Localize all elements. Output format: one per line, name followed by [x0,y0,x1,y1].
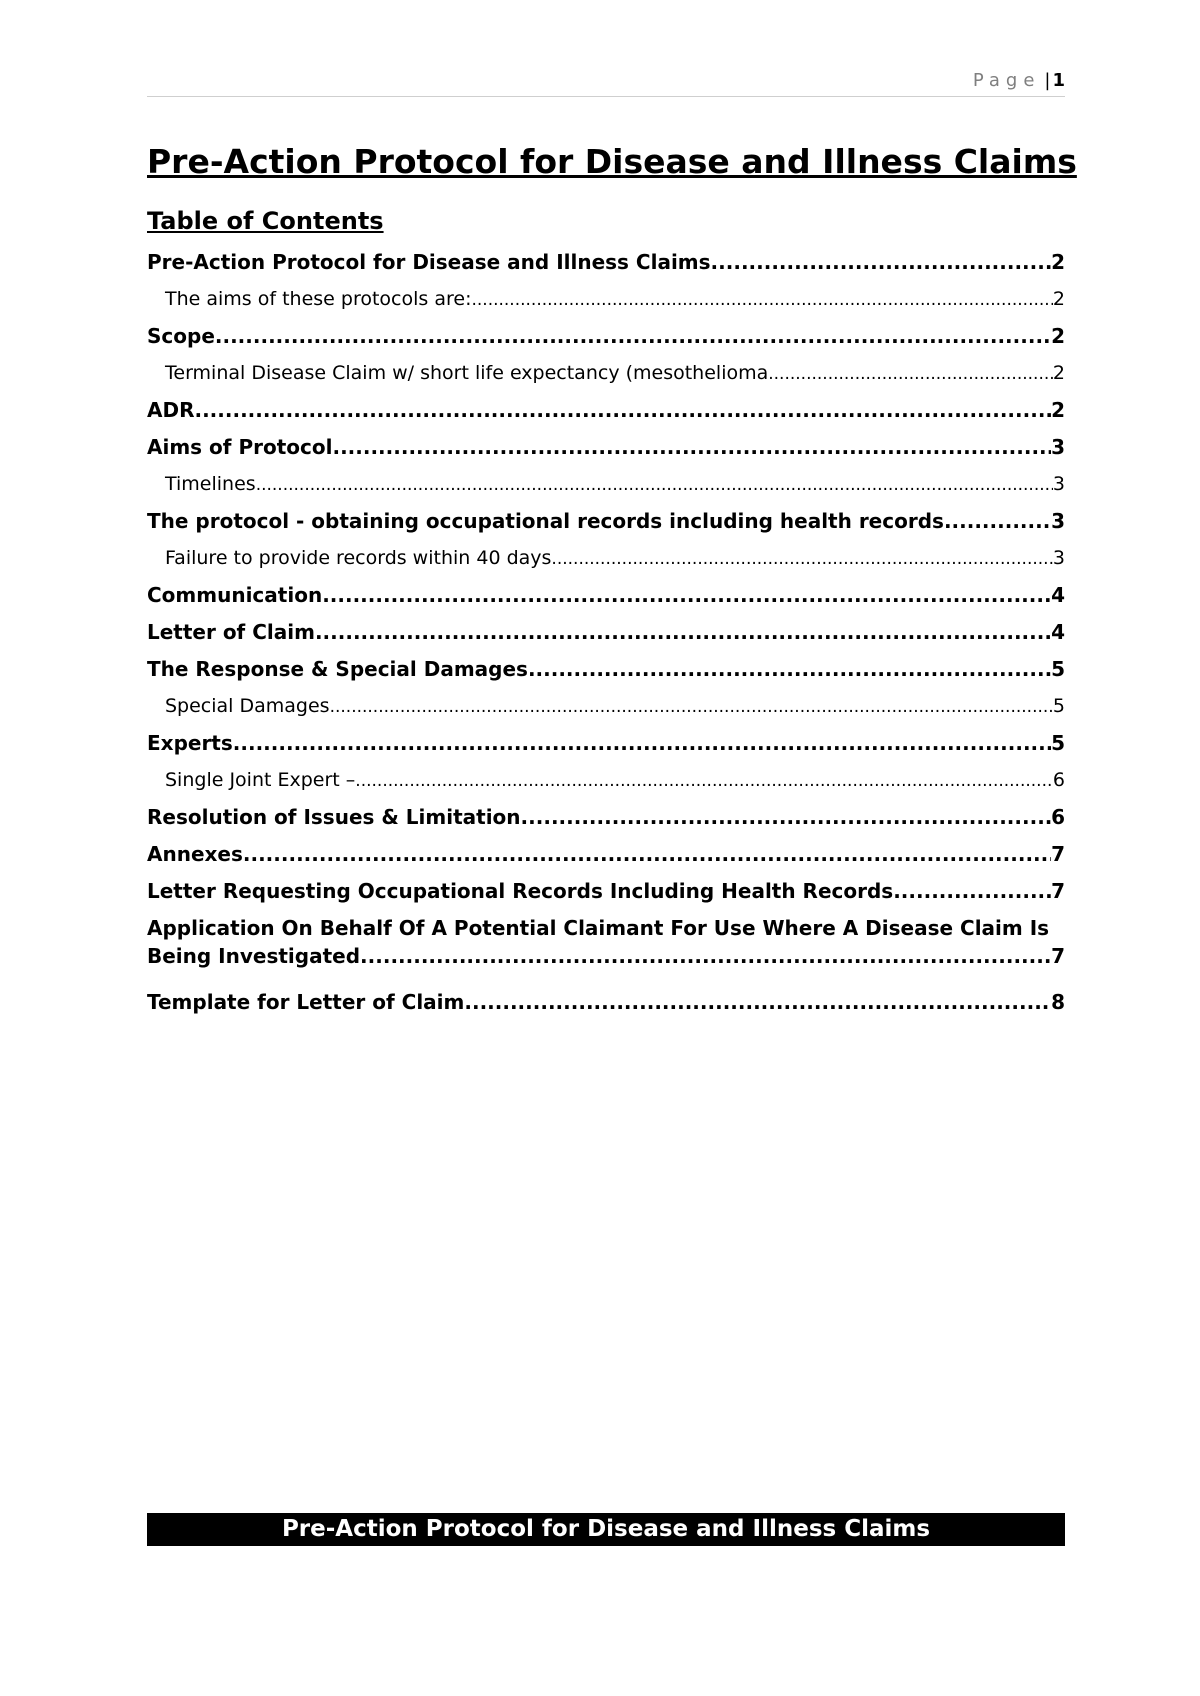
toc-entry-page: 5 [1051,657,1065,681]
toc-entry-page: 4 [1051,583,1065,607]
toc-entry-label: The Response & Special Damages [147,657,528,681]
toc-dot-leader [471,286,1052,314]
toc-entry-page: 2 [1052,362,1065,384]
toc-entry-communication[interactable] [147,581,1065,618]
toc-entry-page: 8 [1051,990,1065,1014]
toc-entry-annexes[interactable] [147,840,1065,877]
toc-dot-leader [464,988,1051,1016]
toc-dot-leader [315,618,1051,646]
toc-entry-resolution-limitation[interactable] [147,803,1065,840]
toc-dot-leader [944,507,1051,535]
toc-entry-page: 3 [1052,473,1065,495]
toc-dot-leader [233,729,1051,757]
toc-entry-page: 6 [1051,805,1065,829]
toc-entry-label: Timelines [165,473,256,495]
page-footer: Pre-Action Protocol for Disease and Illness Claims [147,1513,1065,1546]
toc-entry-label: Communication [147,583,323,607]
toc-dot-leader [330,693,1053,721]
toc-entry-obtaining-records[interactable] [147,507,1065,544]
toc-entry-letter-requesting-records[interactable] [147,877,1065,914]
toc-entry-page: 7 [1051,944,1065,968]
toc-entry-page: 7 [1051,842,1065,866]
table-of-contents [147,248,1065,1025]
toc-entry-application-on-behalf[interactable] [147,914,1065,988]
toc-entry-timelines[interactable] [147,470,1065,507]
toc-dot-leader [528,655,1051,683]
toc-entry-label: Scope [147,324,215,348]
toc-entry-special-damages[interactable] [147,692,1065,729]
toc-entry-page: 5 [1052,695,1065,717]
toc-dot-leader [256,471,1053,499]
toc-entry-page: 3 [1051,435,1065,459]
toc-entry-label: Special Damages [165,695,330,717]
toc-entry-aims-of-protocol[interactable] [147,433,1065,470]
toc-entry-label: Terminal Disease Claim w/ short life expectancy (mesothelioma [165,362,769,384]
toc-entry-label: Pre-Action Protocol for Disease and Illness Claims [147,250,711,274]
toc-dot-leader [215,322,1051,350]
toc-entry-label: Annexes [147,842,243,866]
toc-dot-leader [551,545,1052,573]
page-header [147,70,1065,97]
toc-entry-template-letter-of-claim[interactable] [147,988,1065,1025]
page-word: Page [972,70,1041,91]
toc-heading: Table of Contents [147,207,384,235]
toc-entry-label: Failure to provide records within 40 days [165,547,552,569]
toc-entry-pre-action-protocol[interactable] [147,248,1065,285]
toc-dot-leader [332,433,1051,461]
toc-dot-leader [243,840,1051,868]
toc-entry-label: Letter Requesting Occupational Records Including Health Records [147,879,894,903]
toc-entry-response-special-damages[interactable] [147,655,1065,692]
toc-entry-adr[interactable] [147,396,1065,433]
toc-entry-page: 2 [1051,398,1065,422]
toc-entry-single-joint-expert[interactable] [147,766,1065,803]
toc-entry-label: Template for Letter of Claim [147,990,465,1014]
toc-entry-aims-of-protocols[interactable] [147,285,1065,322]
toc-entry-experts[interactable] [147,729,1065,766]
toc-entry-label: Experts [147,731,233,755]
toc-entry-page: 3 [1051,509,1065,533]
toc-dot-leader [521,803,1052,831]
toc-entry-label: Letter of Claim [147,620,315,644]
toc-entry-page: 2 [1052,288,1065,310]
toc-entry-label: The protocol - obtaining occupational records including health records [147,509,944,533]
toc-entry-line2 [147,942,1065,970]
toc-entry-label: Resolution of Issues & Limitation [147,805,521,829]
toc-entry-label: Single Joint Expert – [165,769,356,791]
toc-entry-terminal-disease-claim[interactable] [147,359,1065,396]
toc-entry-scope[interactable] [147,322,1065,359]
toc-dot-leader [322,581,1051,609]
toc-entry-page: 5 [1051,731,1065,755]
toc-entry-label: The aims of these protocols are: [165,288,472,310]
toc-entry-page: 6 [1052,769,1065,791]
toc-entry-label: ADR [147,398,195,422]
toc-entry-letter-of-claim[interactable] [147,618,1065,655]
toc-dot-leader [893,877,1051,905]
toc-dot-leader [768,360,1053,388]
toc-dot-leader [355,767,1053,795]
toc-dot-leader [194,396,1051,424]
toc-entry-label-line1: Application On Behalf Of A Potential Claimant For Use Where A Disease Claim Is [147,916,1050,940]
toc-dot-leader [360,942,1051,970]
toc-entry-page: 4 [1051,620,1065,644]
toc-entry-page: 2 [1051,324,1065,348]
toc-entry-label-line2: Being Investigated [147,944,361,968]
toc-entry-page: 2 [1051,250,1065,274]
toc-entry-failure-to-provide[interactable] [147,544,1065,581]
toc-dot-leader [711,248,1052,276]
document-title: Pre-Action Protocol for Disease and Illness Claims [147,142,1077,181]
page-separator: | [1044,70,1051,91]
page-number: 1 [1052,70,1065,91]
toc-entry-page: 7 [1051,879,1065,903]
toc-entry-label: Aims of Protocol [147,435,333,459]
toc-entry-page: 3 [1052,547,1065,569]
